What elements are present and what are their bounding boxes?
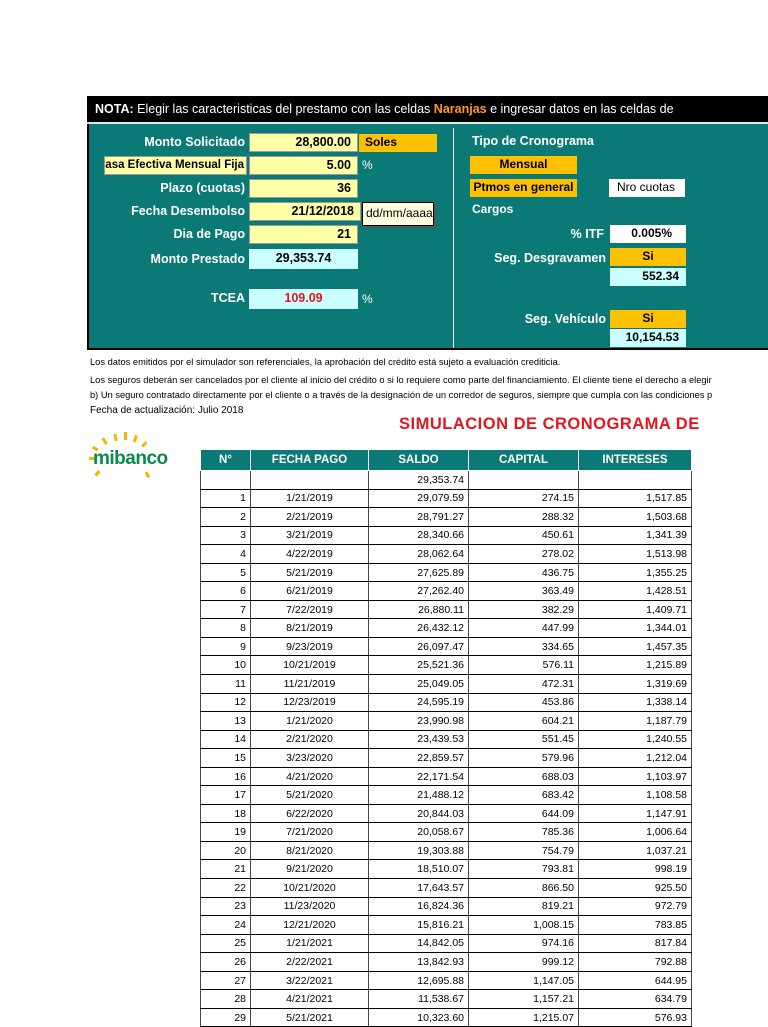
cell-balance: 25,521.36 bbox=[369, 656, 469, 675]
table-row-initial bbox=[201, 471, 692, 490]
cell-payment-date: 2/21/2020 bbox=[251, 730, 369, 749]
cell-interest: 1,341.39 bbox=[579, 526, 692, 545]
simulation-title: SIMULACION DE CRONOGRAMA DE bbox=[399, 415, 700, 433]
cell-row-number: 25 bbox=[201, 934, 251, 953]
cell-payment-date: 11/23/2020 bbox=[251, 897, 369, 916]
cell-balance: 28,340.66 bbox=[369, 526, 469, 545]
table-cell bbox=[469, 471, 579, 490]
table-row bbox=[201, 563, 692, 582]
cell-interest: 1,344.01 bbox=[579, 619, 692, 638]
cell-capital: 793.81 bbox=[469, 860, 579, 879]
cell-interest: 1,355.25 bbox=[579, 563, 692, 582]
cell-payment-date: 1/21/2020 bbox=[251, 712, 369, 731]
cell-capital: 819.21 bbox=[469, 897, 579, 916]
cell-balance: 16,824.36 bbox=[369, 897, 469, 916]
cell-payment-date: 7/22/2019 bbox=[251, 600, 369, 619]
cell-capital: 288.32 bbox=[469, 508, 579, 527]
table-row bbox=[201, 545, 692, 564]
cell-capital: 274.15 bbox=[469, 489, 579, 508]
dia-pago-input[interactable]: 21 bbox=[249, 225, 358, 244]
plazo-label: Plazo (cuotas) bbox=[160, 181, 245, 195]
cell-interest: 783.85 bbox=[579, 916, 692, 935]
table-row bbox=[201, 730, 692, 749]
cell-capital: 579.96 bbox=[469, 749, 579, 768]
monto-prestado-label: Monto Prestado bbox=[150, 252, 245, 266]
cell-payment-date: 3/23/2020 bbox=[251, 749, 369, 768]
cell-capital: 974.16 bbox=[469, 934, 579, 953]
cell-balance: 15,816.21 bbox=[369, 916, 469, 935]
table-row bbox=[201, 971, 692, 990]
cell-row-number: 29 bbox=[201, 1008, 251, 1027]
cell-interest: 1,006.64 bbox=[579, 823, 692, 842]
cell-row-number: 7 bbox=[201, 600, 251, 619]
cell-capital: 453.86 bbox=[469, 693, 579, 712]
cell-payment-date: 2/22/2021 bbox=[251, 953, 369, 972]
cell-row-number: 16 bbox=[201, 767, 251, 786]
cell-payment-date: 4/21/2021 bbox=[251, 990, 369, 1009]
cell-payment-date: 10/21/2019 bbox=[251, 656, 369, 675]
cell-interest: 576.93 bbox=[579, 1008, 692, 1027]
table-row bbox=[201, 656, 692, 675]
cell-interest: 634.79 bbox=[579, 990, 692, 1009]
cell-balance: 24,595.19 bbox=[369, 693, 469, 712]
cell-interest: 1,319.69 bbox=[579, 675, 692, 694]
table-row bbox=[201, 879, 692, 898]
cell-payment-date: 6/22/2020 bbox=[251, 804, 369, 823]
note-highlight: Naranjas bbox=[433, 102, 487, 116]
table-row bbox=[201, 767, 692, 786]
vehiculo-label: Seg. Vehículo bbox=[524, 312, 606, 326]
cell-row-number: 4 bbox=[201, 545, 251, 564]
cell-row-number: 10 bbox=[201, 656, 251, 675]
schedule-table bbox=[200, 449, 692, 1027]
cell-interest: 1,517.85 bbox=[579, 489, 692, 508]
tasa-unit: % bbox=[362, 158, 373, 172]
cell-balance: 27,625.89 bbox=[369, 563, 469, 582]
dia-pago-label: Dia de Pago bbox=[173, 227, 245, 241]
table-row bbox=[201, 990, 692, 1009]
cell-payment-date: 7/21/2020 bbox=[251, 823, 369, 842]
cell-capital: 278.02 bbox=[469, 545, 579, 564]
table-row bbox=[201, 508, 692, 527]
cell-balance: 17,643.57 bbox=[369, 879, 469, 898]
table-cell bbox=[579, 471, 692, 490]
tasa-label-box bbox=[104, 156, 247, 175]
cell-interest: 1,503.68 bbox=[579, 508, 692, 527]
table-header-row bbox=[201, 450, 692, 471]
cell-capital: 999.12 bbox=[469, 953, 579, 972]
cell-row-number: 26 bbox=[201, 953, 251, 972]
disclaimer-line-3: b) Un seguro contratado directamente por el cliente o a través de la designación de un corredor de seguros, siempre que cumpla con las condiciones p bbox=[90, 390, 713, 400]
vehiculo-select[interactable]: Si bbox=[610, 310, 686, 328]
cell-balance: 23,439.53 bbox=[369, 730, 469, 749]
cell-capital: 785.36 bbox=[469, 823, 579, 842]
table-row bbox=[201, 897, 692, 916]
cell-payment-date: 12/21/2020 bbox=[251, 916, 369, 935]
cell-row-number: 21 bbox=[201, 860, 251, 879]
cell-interest: 1,457.35 bbox=[579, 637, 692, 656]
cell-interest: 792.88 bbox=[579, 953, 692, 972]
cell-capital: 1,157.21 bbox=[469, 990, 579, 1009]
cell-row-number: 28 bbox=[201, 990, 251, 1009]
cell-balance: 23,990.98 bbox=[369, 712, 469, 731]
cell-capital: 1,215.07 bbox=[469, 1008, 579, 1027]
cell-payment-date: 9/23/2019 bbox=[251, 637, 369, 656]
cell-balance: 14,842.05 bbox=[369, 934, 469, 953]
cell-interest: 817.84 bbox=[579, 934, 692, 953]
cell-capital: 754.79 bbox=[469, 841, 579, 860]
cell-interest: 925.50 bbox=[579, 879, 692, 898]
table-row bbox=[201, 582, 692, 601]
cell-balance: 29,079.59 bbox=[369, 489, 469, 508]
mibanco-logo-text: mibanco bbox=[93, 448, 168, 469]
cell-interest: 1,428.51 bbox=[579, 582, 692, 601]
monto-solicitado-input[interactable]: 28,800.00 bbox=[249, 133, 358, 152]
table-row bbox=[201, 860, 692, 879]
desgravamen-label: Seg. Desgravamen bbox=[494, 251, 606, 265]
cell-row-number: 2 bbox=[201, 508, 251, 527]
initial-saldo: 29,353.74 bbox=[369, 471, 469, 490]
cell-payment-date: 1/21/2019 bbox=[251, 489, 369, 508]
table-row bbox=[201, 600, 692, 619]
col-header-fecha: FECHA PAGO bbox=[251, 450, 369, 471]
cell-capital: 334.65 bbox=[469, 637, 579, 656]
note-text-after: e ingresar datos en las celdas de bbox=[486, 102, 674, 116]
cell-interest: 1,513.98 bbox=[579, 545, 692, 564]
col-header-intereses: INTERESES bbox=[579, 450, 692, 471]
update-date: Fecha de actualización: Julio 2018 bbox=[90, 405, 244, 416]
cell-payment-date: 9/21/2020 bbox=[251, 860, 369, 879]
cell-balance: 28,791.27 bbox=[369, 508, 469, 527]
cell-balance: 19,303.88 bbox=[369, 841, 469, 860]
note-text-before: Elegir las caracteristicas del prestamo con las celdas bbox=[133, 102, 434, 116]
note-prefix: NOTA: bbox=[95, 102, 134, 116]
cell-row-number: 14 bbox=[201, 730, 251, 749]
table-row bbox=[201, 619, 692, 638]
cell-balance: 12,695.88 bbox=[369, 971, 469, 990]
cell-payment-date: 4/21/2020 bbox=[251, 767, 369, 786]
cell-payment-date: 1/21/2021 bbox=[251, 934, 369, 953]
table-row bbox=[201, 637, 692, 656]
table-row bbox=[201, 786, 692, 805]
table-row bbox=[201, 489, 692, 508]
cell-payment-date: 3/21/2019 bbox=[251, 526, 369, 545]
cell-balance: 26,880.11 bbox=[369, 600, 469, 619]
itf-value: 0.005% bbox=[610, 225, 686, 243]
cell-capital: 382.29 bbox=[469, 600, 579, 619]
cell-interest: 1,212.04 bbox=[579, 749, 692, 768]
cell-capital: 683.42 bbox=[469, 786, 579, 805]
cell-capital: 688.03 bbox=[469, 767, 579, 786]
cell-payment-date: 2/21/2019 bbox=[251, 508, 369, 527]
monto-solicitado-label: Monto Solicitado bbox=[144, 135, 245, 149]
cell-balance: 13,842.93 bbox=[369, 953, 469, 972]
cell-balance: 21,488.12 bbox=[369, 786, 469, 805]
cell-capital: 866.50 bbox=[469, 879, 579, 898]
panel-bottom-border bbox=[87, 348, 768, 350]
cell-row-number: 23 bbox=[201, 897, 251, 916]
tcea-value: 109.09 bbox=[249, 289, 358, 309]
cell-interest: 972.79 bbox=[579, 897, 692, 916]
cell-capital: 1,008.15 bbox=[469, 916, 579, 935]
cell-payment-date: 5/21/2021 bbox=[251, 1008, 369, 1027]
cell-capital: 436.75 bbox=[469, 563, 579, 582]
itf-label: % ITF bbox=[570, 227, 604, 241]
col-header-n: N° bbox=[201, 450, 251, 471]
cell-capital: 576.11 bbox=[469, 656, 579, 675]
cell-balance: 22,171.54 bbox=[369, 767, 469, 786]
table-cell bbox=[201, 471, 251, 490]
cell-payment-date: 6/21/2019 bbox=[251, 582, 369, 601]
cell-row-number: 13 bbox=[201, 712, 251, 731]
cell-row-number: 11 bbox=[201, 675, 251, 694]
table-row bbox=[201, 675, 692, 694]
cell-balance: 26,097.47 bbox=[369, 637, 469, 656]
table-cell bbox=[251, 471, 369, 490]
table-row bbox=[201, 823, 692, 842]
cell-payment-date: 10/21/2020 bbox=[251, 879, 369, 898]
cell-interest: 1,037.21 bbox=[579, 841, 692, 860]
cell-row-number: 22 bbox=[201, 879, 251, 898]
table-row bbox=[201, 712, 692, 731]
cell-payment-date: 5/21/2019 bbox=[251, 563, 369, 582]
cell-row-number: 18 bbox=[201, 804, 251, 823]
cell-interest: 1,409.71 bbox=[579, 600, 692, 619]
table-row bbox=[201, 1008, 692, 1027]
cell-payment-date: 5/21/2020 bbox=[251, 786, 369, 805]
cell-interest: 1,240.55 bbox=[579, 730, 692, 749]
currency-select[interactable]: Soles bbox=[359, 134, 437, 152]
col-header-capital: CAPITAL bbox=[469, 450, 579, 471]
cell-interest: 1,103.97 bbox=[579, 767, 692, 786]
tcea-label: TCEA bbox=[210, 291, 245, 305]
cell-capital: 472.31 bbox=[469, 675, 579, 694]
desgravamen-select[interactable]: Si bbox=[610, 248, 686, 266]
cell-capital: 644.09 bbox=[469, 804, 579, 823]
cell-payment-date: 3/22/2021 bbox=[251, 971, 369, 990]
table-row bbox=[201, 841, 692, 860]
tipo-cronograma-select[interactable]: Mensual bbox=[470, 156, 577, 174]
tasa-input[interactable]: 5.00 bbox=[249, 156, 358, 175]
date-format-tooltip: dd/mm/aaaa bbox=[362, 202, 434, 226]
table-row bbox=[201, 526, 692, 545]
cell-balance: 27,262.40 bbox=[369, 582, 469, 601]
cell-interest: 1,147.91 bbox=[579, 804, 692, 823]
table-row bbox=[201, 693, 692, 712]
disclaimer-line-2: Los seguros deberán ser cancelados por el cliente al inicio del crédito o si lo requiere como parte del financiamiento. El cliente tiene el derecho a elegir bbox=[90, 375, 712, 385]
cell-interest: 1,187.79 bbox=[579, 712, 692, 731]
cell-interest: 1,338.14 bbox=[579, 693, 692, 712]
cell-interest: 644.95 bbox=[579, 971, 692, 990]
cell-payment-date: 4/22/2019 bbox=[251, 545, 369, 564]
cell-balance: 10,323.60 bbox=[369, 1008, 469, 1027]
cell-row-number: 8 bbox=[201, 619, 251, 638]
ptmos-select[interactable]: Ptmos en general bbox=[470, 179, 577, 197]
cell-row-number: 17 bbox=[201, 786, 251, 805]
desgravamen-amount: 552.34 bbox=[610, 268, 686, 286]
cell-row-number: 1 bbox=[201, 489, 251, 508]
cell-payment-date: 8/21/2020 bbox=[251, 841, 369, 860]
cell-balance: 18,510.07 bbox=[369, 860, 469, 879]
note-bar bbox=[87, 96, 768, 122]
cell-payment-date: 12/23/2019 bbox=[251, 693, 369, 712]
cell-row-number: 27 bbox=[201, 971, 251, 990]
cell-interest: 1,215.89 bbox=[579, 656, 692, 675]
tcea-unit: % bbox=[362, 292, 373, 306]
cell-row-number: 12 bbox=[201, 693, 251, 712]
fecha-desembolso-input[interactable]: 21/12/2018 bbox=[249, 202, 361, 221]
cell-capital: 1,147.05 bbox=[469, 971, 579, 990]
cell-row-number: 9 bbox=[201, 637, 251, 656]
cell-capital: 447.99 bbox=[469, 619, 579, 638]
fecha-desembolso-label: Fecha Desembolso bbox=[131, 204, 245, 218]
cell-row-number: 24 bbox=[201, 916, 251, 935]
cell-balance: 28,062.64 bbox=[369, 545, 469, 564]
cell-row-number: 19 bbox=[201, 823, 251, 842]
cell-balance: 25,049.05 bbox=[369, 675, 469, 694]
plazo-input[interactable]: 36 bbox=[249, 179, 358, 198]
cell-interest: 998.19 bbox=[579, 860, 692, 879]
table-row bbox=[201, 916, 692, 935]
panel-top-border bbox=[87, 122, 768, 124]
table-row bbox=[201, 934, 692, 953]
table-row bbox=[201, 749, 692, 768]
cell-capital: 450.61 bbox=[469, 526, 579, 545]
cell-capital: 363.49 bbox=[469, 582, 579, 601]
cell-balance: 20,844.03 bbox=[369, 804, 469, 823]
table-row bbox=[201, 804, 692, 823]
cell-balance: 20,058.67 bbox=[369, 823, 469, 842]
vehiculo-amount: 10,154.53 bbox=[610, 329, 686, 347]
monto-prestado-value: 29,353.74 bbox=[249, 249, 358, 269]
cell-interest: 1,108.58 bbox=[579, 786, 692, 805]
cell-balance: 22,859.57 bbox=[369, 749, 469, 768]
tipo-cronograma-label: Tipo de Cronograma bbox=[472, 134, 595, 148]
cell-payment-date: 8/21/2019 bbox=[251, 619, 369, 638]
cell-balance: 26,432.12 bbox=[369, 619, 469, 638]
cargos-label: Cargos bbox=[472, 202, 514, 216]
cell-row-number: 15 bbox=[201, 749, 251, 768]
cell-row-number: 5 bbox=[201, 563, 251, 582]
panel-divider bbox=[453, 128, 454, 348]
nro-cuotas-select[interactable]: Nro cuotas bbox=[609, 179, 685, 197]
cell-payment-date: 11/21/2019 bbox=[251, 675, 369, 694]
disclaimer-line-1: Los datos emitidos por el simulador son referenciales, la aprobación del crédito está sujeto a evaluación crediticia. bbox=[90, 357, 561, 367]
table-row bbox=[201, 953, 692, 972]
cell-capital: 604.21 bbox=[469, 712, 579, 731]
tasa-label: asa Efectiva Mensual Fija bbox=[105, 159, 244, 171]
cell-balance: 11,538.67 bbox=[369, 990, 469, 1009]
cell-row-number: 20 bbox=[201, 841, 251, 860]
cell-capital: 551.45 bbox=[469, 730, 579, 749]
cell-row-number: 6 bbox=[201, 582, 251, 601]
col-header-saldo: SALDO bbox=[369, 450, 469, 471]
cell-row-number: 3 bbox=[201, 526, 251, 545]
